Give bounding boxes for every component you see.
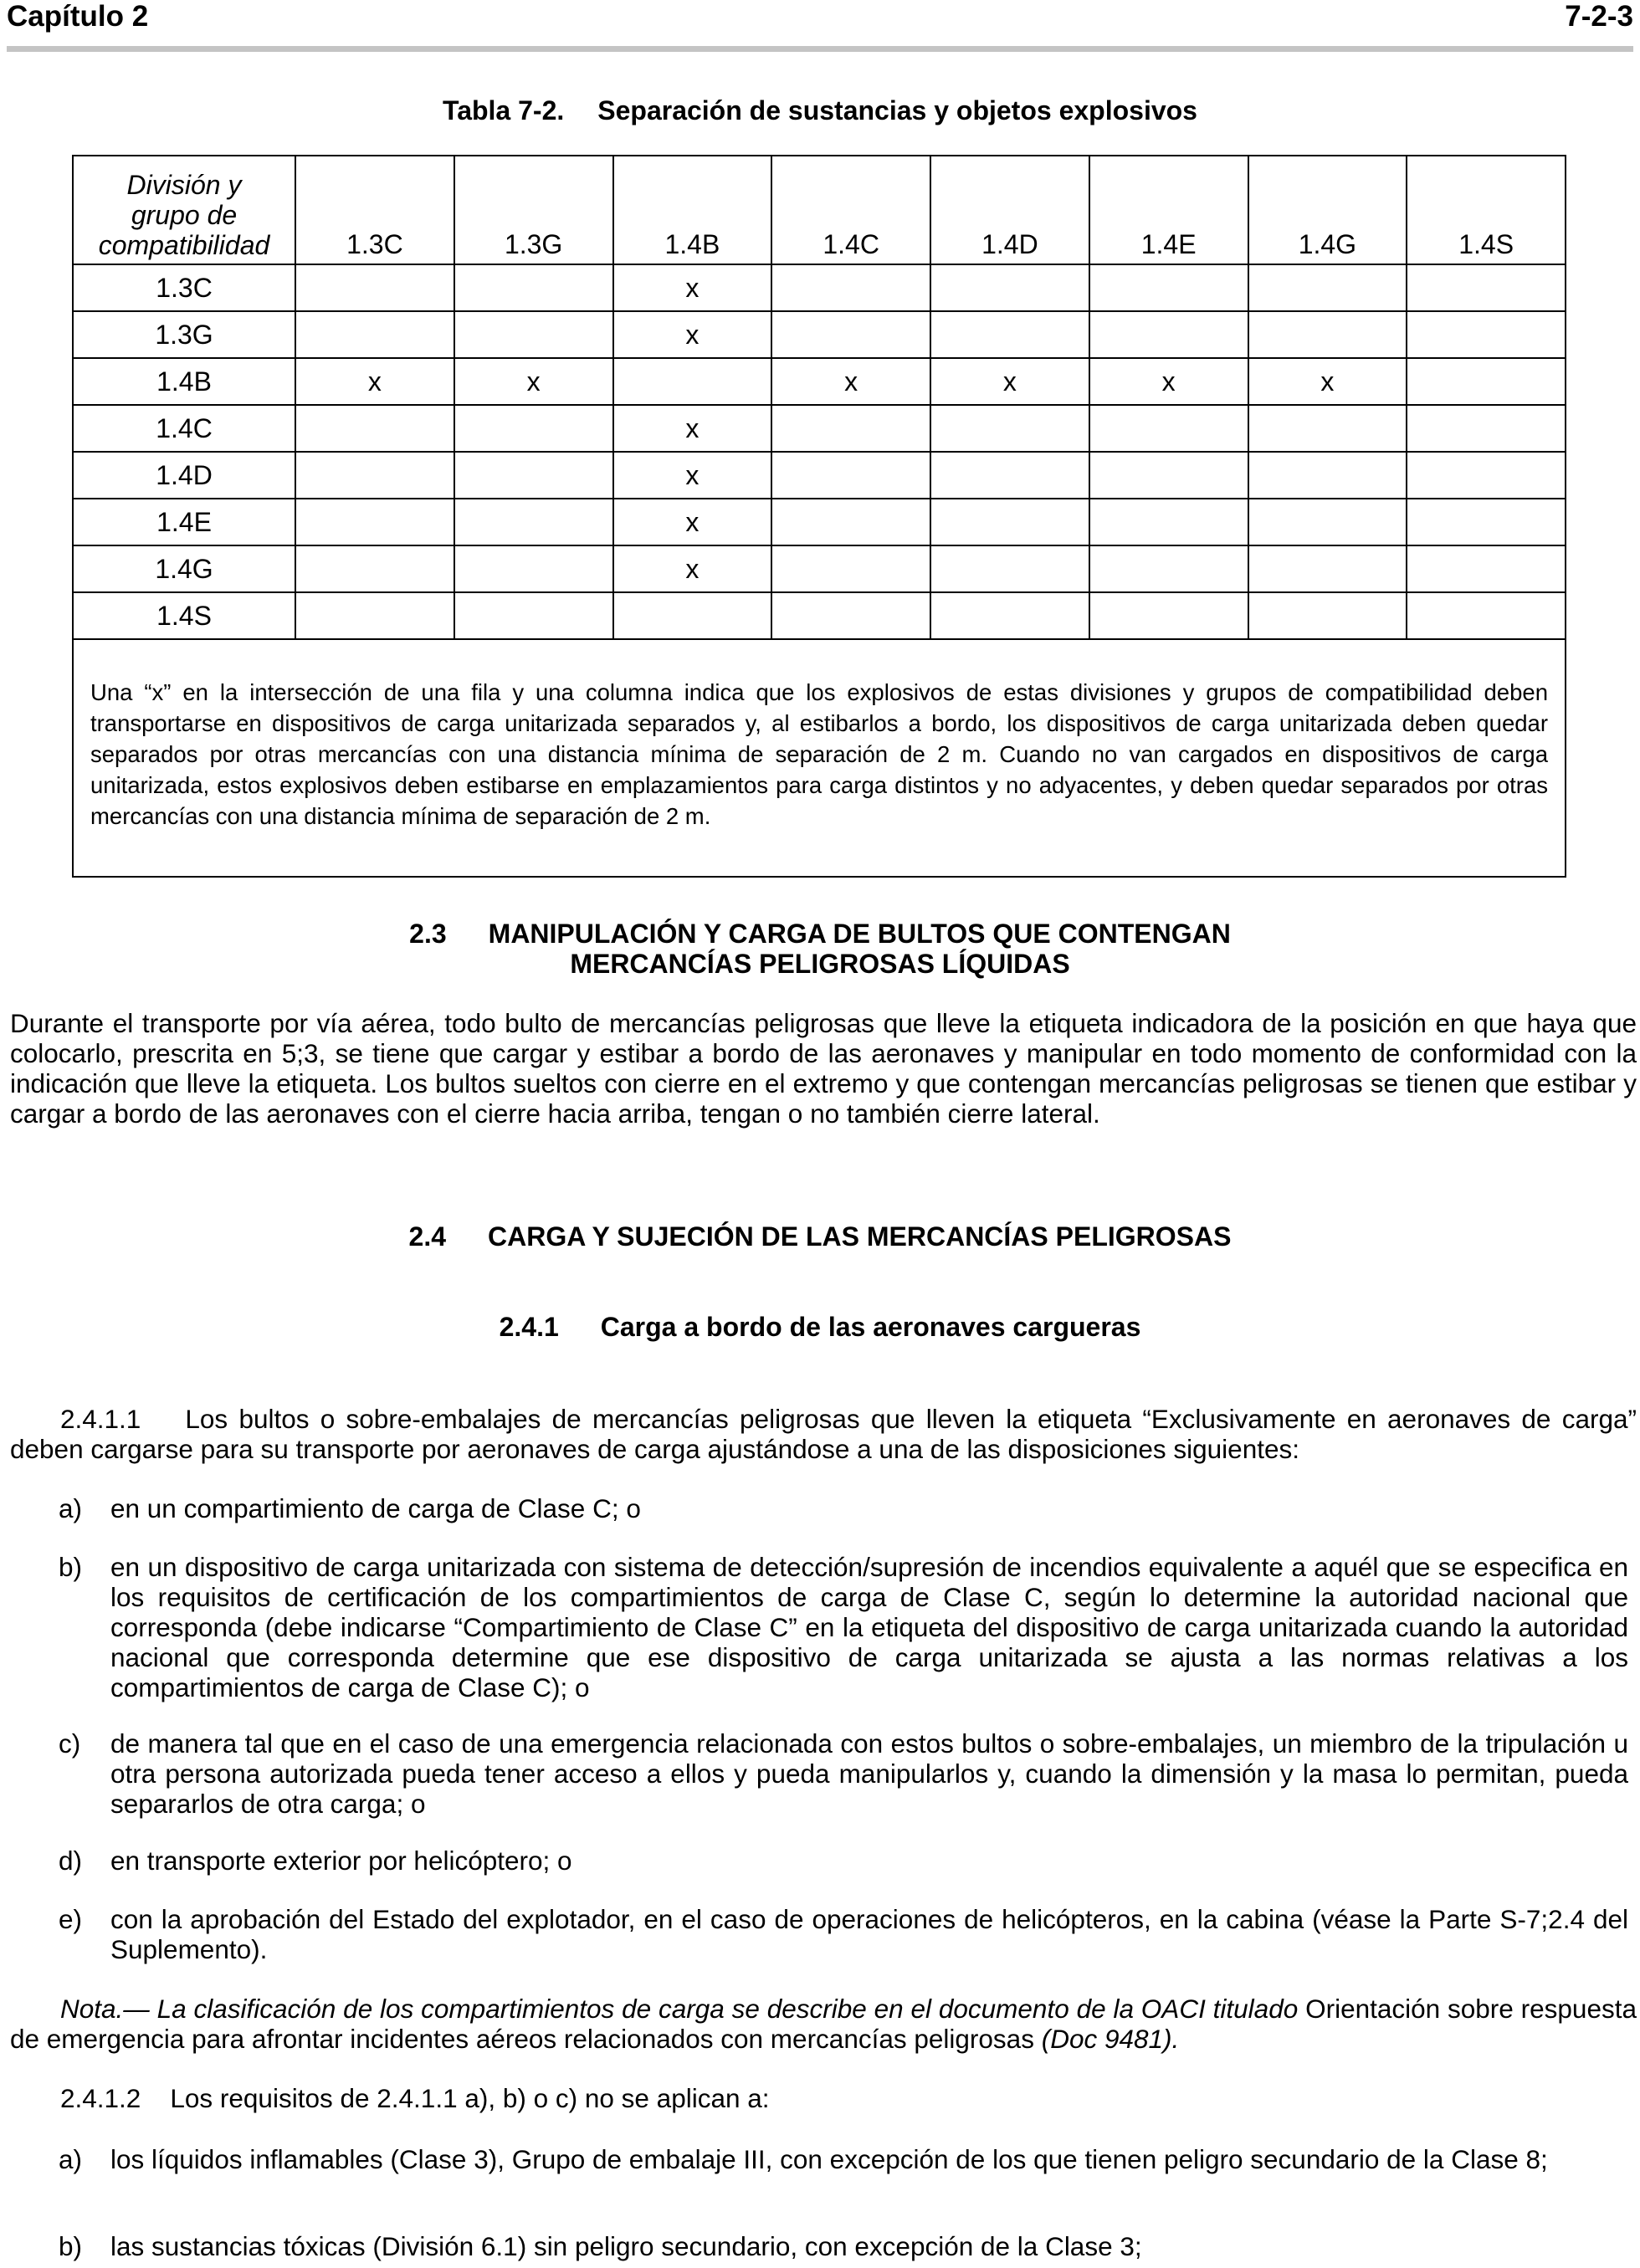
paragraph-number: 2.4.1.2 xyxy=(60,2083,141,2113)
table-cell xyxy=(1407,311,1566,358)
table-cell xyxy=(454,499,613,545)
table-cell xyxy=(930,405,1089,452)
corner-line: compatibilidad xyxy=(98,230,270,260)
nota-paragraph xyxy=(10,1994,1637,2054)
table-cell: x xyxy=(613,499,772,545)
table-cell xyxy=(1248,499,1407,545)
paragraph-2-4-1-2 xyxy=(10,2083,1637,2113)
separation-table xyxy=(72,155,1566,878)
table-cell xyxy=(295,452,454,499)
section-2-3-body: Durante el transporte por vía aérea, todo bulto de mercancías peligrosas que lleve la etiqueta indicadora de la posición en que haya que colocarlo, prescrita en 5;3, se tiene que cargar y estibar a bordo de las aeronaves y manipular en todo momento de conformidad con la indicación que lleve la etiqueta. Los bultos sueltos con cierre en el extremo y que contengan mercancías peligrosas se tienen que estibar y cargar a bordo de las aeronaves con el cierre hacia arriba, tengan o no también cierre lateral. xyxy=(10,1008,1637,1129)
table-cell xyxy=(295,264,454,311)
table-cell xyxy=(454,405,613,452)
table-cell: x xyxy=(771,358,930,405)
row-header: 1.3C xyxy=(73,264,295,311)
table-cell xyxy=(771,499,930,545)
nota-tail: (Doc 9481). xyxy=(1041,2024,1180,2054)
table-row xyxy=(73,311,1566,358)
table-row xyxy=(73,499,1566,545)
section-2-4-1-heading xyxy=(0,1312,1640,1342)
list-item-label: b) xyxy=(59,2231,83,2261)
table-cell: x xyxy=(930,358,1089,405)
table-cell xyxy=(1407,264,1566,311)
table-row xyxy=(73,452,1566,499)
table-caption-number: Tabla 7-2. xyxy=(443,95,565,125)
table-cell xyxy=(930,545,1089,592)
section-title: CARGA Y SUJECIÓN DE LAS MERCANCÍAS PELIGROSAS xyxy=(488,1221,1232,1252)
table-cell xyxy=(295,592,454,639)
table-cell xyxy=(930,592,1089,639)
list-item xyxy=(59,1728,1628,1819)
table-cell xyxy=(1089,311,1248,358)
table-cell xyxy=(1089,545,1248,592)
page-header xyxy=(7,0,1633,33)
row-header: 1.4E xyxy=(73,499,295,545)
list-item xyxy=(59,1552,1628,1702)
paragraph-number: 2.4.1.1 xyxy=(60,1404,141,1434)
table-cell xyxy=(1089,405,1248,452)
table-cell: x xyxy=(613,452,772,499)
table-cell xyxy=(1089,499,1248,545)
section-title: Carga a bordo de las aeronaves cargueras xyxy=(600,1312,1141,1342)
table-row xyxy=(73,264,1566,311)
table-corner-header xyxy=(73,156,295,264)
table-cell xyxy=(1089,452,1248,499)
row-header: 1.4G xyxy=(73,545,295,592)
column-header: 1.4C xyxy=(771,156,930,264)
table-cell xyxy=(771,545,930,592)
column-header: 1.4E xyxy=(1089,156,1248,264)
table-cell xyxy=(930,264,1089,311)
table-cell xyxy=(295,405,454,452)
chapter-label: Capítulo 2 xyxy=(7,0,149,33)
page-number: 7-2-3 xyxy=(1565,0,1633,33)
table-cell xyxy=(1407,499,1566,545)
table-caption-title: Separación de sustancias y objetos explosivos xyxy=(597,95,1197,125)
row-header: 1.4S xyxy=(73,592,295,639)
table-cell xyxy=(1407,452,1566,499)
column-header: 1.3C xyxy=(295,156,454,264)
column-header: 1.4D xyxy=(930,156,1089,264)
table-cell xyxy=(1248,592,1407,639)
paragraph-2-4-1-1 xyxy=(10,1404,1637,1464)
table-cell xyxy=(1248,405,1407,452)
table-cell xyxy=(1407,358,1566,405)
row-header: 1.4C xyxy=(73,405,295,452)
table-cell xyxy=(1248,545,1407,592)
list-item xyxy=(59,1846,1628,1876)
table-cell: x xyxy=(613,545,772,592)
list-item-label: e) xyxy=(59,1904,83,1934)
list-item-text: las sustancias tóxicas (División 6.1) sin peligro secundario, con excepción de la Clase 3; xyxy=(110,2231,1142,2261)
row-header: 1.4B xyxy=(73,358,295,405)
list-item xyxy=(59,2231,1628,2261)
column-header: 1.4S xyxy=(1407,156,1566,264)
table-note: Una “x” en la intersección de una fila y una columna indica que los explosivos de estas divisiones y grupos de compatibilidad deben transportarse en dispositivos de carga unitarizada separados y, al estibarlos a bordo, los dispositivos de carga unitarizada deben quedar separados por otras mercancías con una distancia mínima de separación de 2 m. Cuando no van cargados en dispositivos de carga unitarizada, estos explosivos deben estibarse en emplazamientos para carga distintos y no adyacentes, y deben quedar separados por otras mercancías con una distancia mínima de separación de 2 m. xyxy=(73,639,1566,877)
table-cell xyxy=(454,452,613,499)
corner-line: grupo de xyxy=(131,200,238,230)
table-cell xyxy=(295,499,454,545)
list-item-label: b) xyxy=(59,1552,83,1582)
column-header: 1.3G xyxy=(454,156,613,264)
table-row xyxy=(73,405,1566,452)
list-item-text: en un compartimiento de carga de Clase C; o xyxy=(110,1493,641,1523)
table-cell xyxy=(771,452,930,499)
list-item-text: con la aprobación del Estado del explotador, en el caso de operaciones de helicópteros, en la cabina (véase la Parte S-7;2.4 del Suplemento). xyxy=(110,1904,1628,1964)
table-cell xyxy=(454,545,613,592)
section-number: 2.4.1 xyxy=(499,1312,559,1342)
list-item-label: a) xyxy=(59,1493,83,1523)
section-number: 2.4 xyxy=(408,1221,447,1252)
table-cell xyxy=(1248,264,1407,311)
table-row xyxy=(73,545,1566,592)
paragraph-text: Los requisitos de 2.4.1.1 a), b) o c) no se aplican a: xyxy=(170,2083,770,2113)
table-cell xyxy=(930,311,1089,358)
table-cell: x xyxy=(1248,358,1407,405)
table-cell: x xyxy=(613,405,772,452)
table-cell xyxy=(771,405,930,452)
list-item-text: de manera tal que en el caso de una emergencia relacionada con estos bultos o sobre-embalajes, un miembro de la tripulación u otra persona autorizada pueda tener acceso a ellos y pueda manipularlos y, cuando la dimensión y la masa lo permitan, pueda separarlos de otra carga; o xyxy=(110,1728,1628,1819)
table-row xyxy=(73,592,1566,639)
table-cell xyxy=(1407,545,1566,592)
table-cell xyxy=(454,264,613,311)
table-cell xyxy=(1248,452,1407,499)
corner-line: División y xyxy=(126,170,242,200)
table-cell xyxy=(771,592,930,639)
section-title-line-2: MERCANCÍAS PELIGROSAS LÍQUIDAS xyxy=(570,949,1070,979)
list-item xyxy=(59,2144,1628,2174)
section-2-3-heading xyxy=(0,919,1640,979)
column-header: 1.4G xyxy=(1248,156,1407,264)
table-cell xyxy=(1407,405,1566,452)
nota-doc-title: Orientación sobre respuesta de emergencia para afrontar incidentes aéreos relacionados con mercancías peligrosas xyxy=(10,1994,1637,2054)
column-header: 1.4B xyxy=(613,156,772,264)
table-header-row xyxy=(73,156,1566,264)
list-item-label: d) xyxy=(59,1846,83,1876)
table-cell xyxy=(771,311,930,358)
section-number: 2.3 xyxy=(409,919,447,949)
table-cell xyxy=(930,452,1089,499)
paragraph-text: Los bultos o sobre-embalajes de mercancías peligrosas que lleven la etiqueta “Exclusivamente en aeronaves de carga” deben cargarse para su transporte por aeronaves de carga ajustándose a una de las disposiciones siguientes: xyxy=(10,1404,1637,1464)
list-item-label: a) xyxy=(59,2144,83,2174)
table-cell: x xyxy=(454,358,613,405)
table-cell: x xyxy=(613,311,772,358)
table-cell xyxy=(613,592,772,639)
nota-lead: Nota.— La clasificación de los compartimientos de carga se describe en el documento de la OACI titulado xyxy=(60,1994,1299,2024)
row-header: 1.4D xyxy=(73,452,295,499)
list-item-text: los líquidos inflamables (Clase 3), Grupo de embalaje III, con excepción de los que tienen peligro secundario de la Clase 8; xyxy=(110,2144,1548,2174)
list-item-label: c) xyxy=(59,1728,81,1759)
table-cell xyxy=(295,311,454,358)
list-item xyxy=(59,1904,1628,1964)
section-title: MANIPULACIÓN Y CARGA DE BULTOS QUE CONTENGAN xyxy=(488,919,1231,949)
table-cell xyxy=(930,499,1089,545)
list-item-text: en transporte exterior por helicóptero; o xyxy=(110,1846,572,1876)
table-cell xyxy=(454,311,613,358)
table-cell xyxy=(1248,311,1407,358)
list-item-text: en un dispositivo de carga unitarizada con sistema de detección/supresión de incendios equivalente a aquél que se especifica en los requisitos de certificación de los compartimientos de carga de Clase C, según lo determine la autoridad nacional que corresponda (debe indicarse “Compartimiento de Clase C” en la etiqueta del dispositivo de carga unitarizada cuando la autoridad nacional que corresponda determine que ese dispositivo de carga unitarizada se ajusta a las normas relativas a los compartimientos de carga de Clase C); o xyxy=(110,1552,1628,1702)
table-cell xyxy=(1407,592,1566,639)
table-cell: x xyxy=(613,264,772,311)
table-cell xyxy=(1089,592,1248,639)
table-cell xyxy=(613,358,772,405)
table-note-row xyxy=(73,639,1566,877)
table-caption xyxy=(0,94,1640,127)
list-item xyxy=(59,1493,1628,1523)
table-cell xyxy=(1089,264,1248,311)
table-cell xyxy=(454,592,613,639)
table-cell xyxy=(295,545,454,592)
section-2-4-heading xyxy=(0,1221,1640,1252)
table-cell: x xyxy=(1089,358,1248,405)
row-header: 1.3G xyxy=(73,311,295,358)
header-rule xyxy=(7,46,1633,52)
table-cell xyxy=(771,264,930,311)
table-row xyxy=(73,358,1566,405)
table-cell: x xyxy=(295,358,454,405)
